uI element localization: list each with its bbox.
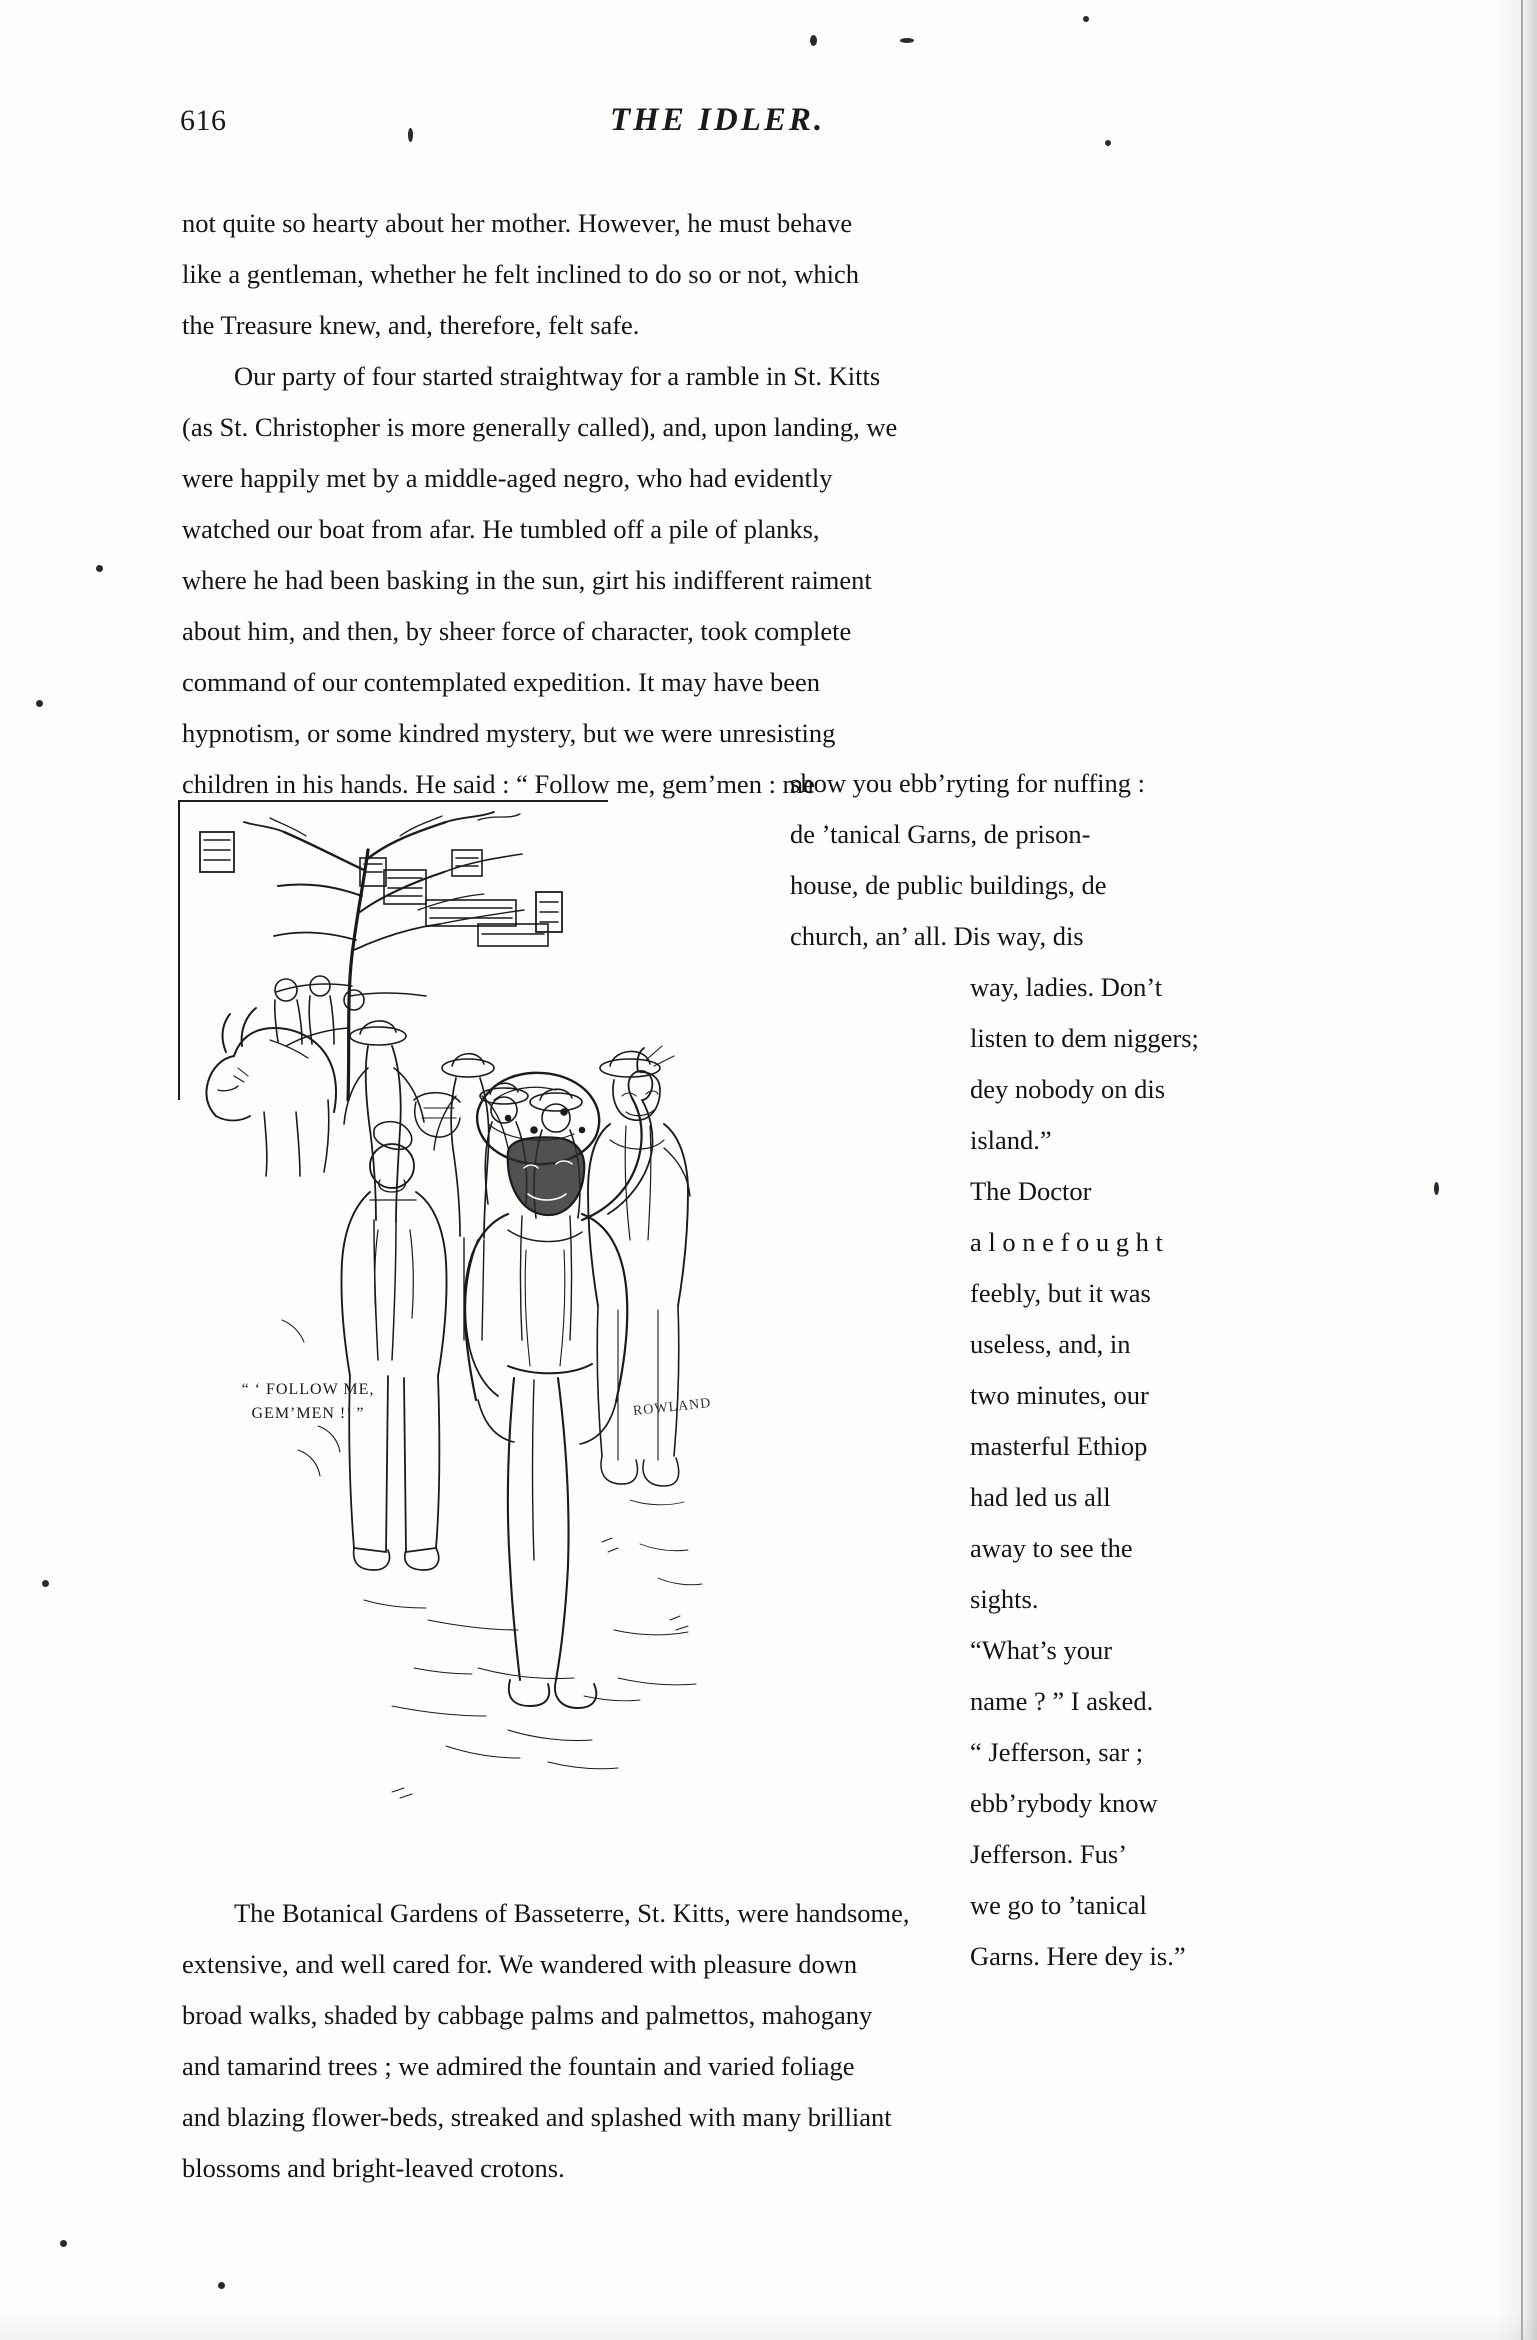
text-line: like a gentleman, whether he felt inclined to do so or not, which bbox=[182, 259, 860, 289]
text-line: command of our contemplated expedition. It may have been bbox=[182, 667, 820, 697]
text-line: had led us all bbox=[970, 1482, 1111, 1512]
text-line: Garns. Here dey is.” bbox=[970, 1941, 1186, 1971]
page-gutter-line bbox=[1521, 0, 1523, 2340]
text-line: ebb’rybody know bbox=[970, 1788, 1158, 1818]
text-line: dey nobody on dis bbox=[970, 1074, 1166, 1104]
scan-shadow-right bbox=[1495, 0, 1537, 2340]
text-line: way, ladies. Don’t bbox=[970, 972, 1163, 1002]
folio-number: 616 bbox=[180, 104, 227, 137]
text-line: extensive, and well cared for. We wandered with pleasure down bbox=[182, 1949, 858, 1979]
text-line: and tamarind trees ; we admired the fountain and varied foliage bbox=[182, 2051, 855, 2081]
text-line: blossoms and bright-leaved crotons. bbox=[182, 2153, 565, 2183]
side-column-narrow bbox=[970, 962, 1360, 1982]
text-line: listen to dem niggers; bbox=[970, 1023, 1199, 1053]
scan-speck bbox=[218, 2282, 225, 2289]
text-line: were happily met by a middle-aged negro, who had evidently bbox=[182, 463, 833, 493]
scan-speck bbox=[900, 38, 914, 43]
scan-speck bbox=[36, 700, 43, 707]
paragraph-2 bbox=[182, 351, 1362, 810]
text-line: The Doctor bbox=[970, 1176, 1092, 1206]
text-line: (as St. Christopher is more generally called), and, upon landing, we bbox=[182, 412, 898, 442]
artist-signature: ROWLAND bbox=[632, 1395, 713, 1420]
text-line: The Botanical Gardens of Basseterre, St. Kitts, were handsome, bbox=[234, 1898, 910, 1928]
illustration-caption bbox=[188, 1378, 428, 1426]
text-line: Jefferson. Fus’ bbox=[970, 1839, 1128, 1869]
paragraph-1 bbox=[182, 198, 1362, 351]
scan-speck bbox=[60, 2240, 67, 2247]
scan-speck bbox=[42, 1580, 49, 1587]
text-line: not quite so hearty about her mother. However, he must behave bbox=[182, 208, 853, 238]
scan-speck bbox=[1083, 16, 1089, 22]
text-line: name ? ” I asked. bbox=[970, 1686, 1154, 1716]
scan-speck bbox=[1434, 1182, 1439, 1195]
text-line: masterful Ethiop bbox=[970, 1431, 1148, 1461]
text-line: we go to ’tanical bbox=[970, 1890, 1147, 1920]
text-line: “ Jefferson, sar ; bbox=[970, 1737, 1144, 1767]
text-line: church, an’ all. Dis way, dis bbox=[790, 921, 1084, 951]
text-line: island.” bbox=[970, 1125, 1052, 1155]
text-line: de ’tanical Garns, de prison- bbox=[790, 819, 1091, 849]
body-text-bottom bbox=[182, 1888, 1364, 2194]
text-line: “What’s your bbox=[970, 1635, 1113, 1665]
scan-speck bbox=[96, 565, 103, 572]
text-line: the Treasure knew, and, therefore, felt safe. bbox=[182, 310, 640, 340]
text-line: house, de public buildings, de bbox=[790, 870, 1107, 900]
text-line: Our party of four started straightway for a ramble in St. Kitts bbox=[234, 361, 881, 391]
text-line: and blazing flower-beds, streaked and splashed with many brilliant bbox=[182, 2102, 892, 2132]
text-line: useless, and, in bbox=[970, 1329, 1131, 1359]
text-line: a l o n e f o u g h t bbox=[970, 1227, 1163, 1257]
page-header bbox=[180, 104, 1360, 150]
text-line: two minutes, our bbox=[970, 1380, 1149, 1410]
caption-line: GEM’MEN !’ ” bbox=[251, 1405, 365, 1422]
scan-shadow-bottom bbox=[0, 2312, 1537, 2340]
text-line: hypnotism, or some kindred mystery, but we were unresisting bbox=[182, 718, 836, 748]
text-line: show you ebb’ryting for nuffing : bbox=[790, 768, 1146, 798]
running-title: THE IDLER. bbox=[610, 102, 826, 138]
scan-speck bbox=[810, 35, 817, 46]
illustration-follow-me bbox=[178, 800, 968, 1800]
text-line: watched our boat from afar. He tumbled off a pile of planks, bbox=[182, 514, 820, 544]
text-line: away to see the bbox=[970, 1533, 1133, 1563]
text-line: children in his hands. He said : “ Follow me, gem’men : me bbox=[182, 769, 815, 799]
text-line: where he had been basking in the sun, girt his indifferent raiment bbox=[182, 565, 872, 595]
text-line: sights. bbox=[970, 1584, 1039, 1614]
text-line: broad walks, shaded by cabbage palms and palmettos, mahogany bbox=[182, 2000, 873, 2030]
caption-line: “ ‘ FOLLOW ME, bbox=[241, 1381, 375, 1398]
body-text-top bbox=[182, 198, 1362, 810]
text-line: feebly, but it was bbox=[970, 1278, 1151, 1308]
paragraph-bottom bbox=[182, 1888, 1364, 2194]
illustration-artwork bbox=[178, 800, 968, 1800]
text-line: about him, and then, by sheer force of character, took complete bbox=[182, 616, 852, 646]
